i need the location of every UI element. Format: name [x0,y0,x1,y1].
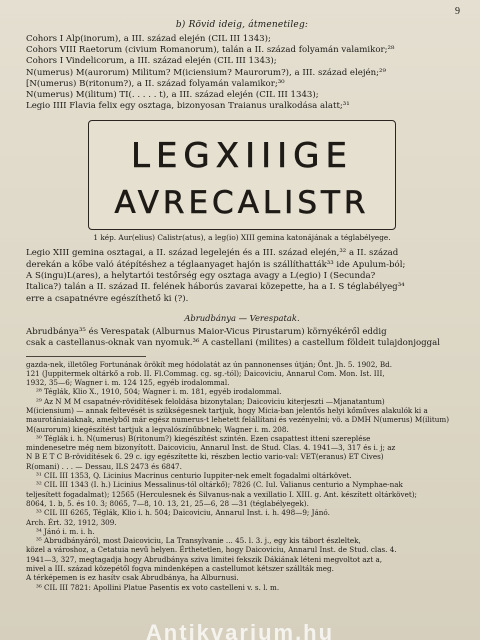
footnote-line: 1932, 35—6; Wagner i. m. 124 125, egyéb irodalommal. [26,378,230,388]
stamp-line-1: LEGXIIIGE [131,136,353,177]
stamp-line-2: AVRECALISTR [114,185,370,222]
paragraph-line: A S(ingu)L(ares), a helytartói testőrség egy osztaga avagy a L(egio) I (Secunda? [26,271,376,282]
list-item: N(umerus) M(aurorum) Militum? M(iciensium? Maurorum?), a III. század elején;²⁹ [26,67,386,78]
cohort-list [26,34,458,112]
footnote-line: Arch. Ért. 32, 1912, 309. [26,517,117,527]
list-item: Cohors I Vindelicorum, a III. század elején (CIL III 1343); [26,56,277,67]
brick-stamp-figure [88,120,396,230]
footnote-line: mivel a III. század közepétől fogva mindenképen a castellumot kétszer szállták meg. [26,564,334,574]
footnote-line: ²⁸ Téglák, Klio X., 1910, 504; Wagner i. m. 181, egyéb irodalommal. [36,387,282,397]
figure-caption: 1 kép. Aur(elius) Calistr(atus), a leg(io) XIII gemina katonájának a téglabélyege. [93,233,391,243]
footnote-line: ³⁴ Jánó i. m. i. h. [36,526,95,536]
footnote-line: M(iciensium) — annak feltevését is szükségesnek tartjuk, hogy Micia-ban jelentős helyi kőműves alakulók ki a [26,405,428,415]
paragraph-line: Abrudbánya³⁵ és Verespatak (Alburnus Maior-Vicus Pirustarum) környékéről eddig [26,326,387,337]
paragraph-line: Italica?) talán a II. század II. felének háborús zavarai közepette, ha a I. S téglabélyeg³⁴ [26,282,405,293]
footnote-line: ³⁵ Abrudbányáról, most Daicoviciu, La Transylvanie ... 45. l. 3. j., egy kis tábort észleltek, [36,536,361,546]
footnotes [26,360,458,592]
footnote-line: ²⁹ Az N M M csapatnév-rövidítések feloldása bizonytalan; Daicoviciu kiterjeszti —Mjanatantum) [36,396,385,406]
footnote-line: A térképemen is ez hasítv csak Abrudbánya, ha Alburnusi. [26,573,239,583]
subheading: Abrudbánya — Verespatak. [184,312,300,323]
paragraph-line: derekán a kőbe való átépítéshez a téglaanyaget hajón is szállíthatták³³ ide Apulum-ból; [26,259,406,270]
paragraph-line: erre a csapatnévre egészíthető ki (?). [26,293,189,304]
footnote-line: maurotániaiaknak, amelyből már egész numerus-t lehetett felállítani és vezényelni; vö. a DMH N(umerus) M(ilitum) [26,415,450,425]
section-title: b) Rövid ideig, átmenetileg: [175,20,309,30]
footnote-line: R(omani) . . . — Dessau, ILS 2473 és 6847. [26,461,182,471]
footnote-line: mindenesetre még nem bizonyított. Daicoviciu, Annarul Inst. de Stud. Clas. 4. 1941—3, 317 és i. j; az [26,443,396,453]
footnote-line: közel a városhoz, a Cetatuia nevű helyen. Érthetetlen, hogy Daicoviciu, Annarul Inst. de Stud. clas. 4. [26,545,397,555]
list-item: Cohors I Alp(inorum), a III. század elején (CIL III 1343); [26,34,271,44]
footnote-line: gazda-nek, illetőleg Fortunának örökít meg hódolatát az ún pannonenses útján; Önt. Jh. 5. 1902, Bd. [26,359,393,369]
footnote-line: 1941—3, 327, megtagadja hogy Abrudbánya sziva limitei fekszik Dákiának léteni megvoltot azt a, [26,554,383,564]
paragraph-abrudbanya [26,327,458,350]
footnote-line: ³¹ CIL III 1353, Q. Licinius Macrinus centurio Iuppiter-nek emelt fogadalmi oltárkövet. [36,471,352,481]
brick-stamp-image [89,121,395,229]
footnote-line: ³³ CIL III 6265, Téglák, Klio i. h. 504; Daicoviciu, Annarul Inst. i. h. 498—9; Jánó. [36,508,330,518]
list-item: Cohors VIII Raetorum (civium Romanorum), talán a II. század folyamán valamikor;²⁸ [26,45,395,56]
footnote-line: teljesített fogadalmat); 12565 (Herculesnek és Silvanus-nak a vexillatio I. XIII. g. Ant. készített oltárkövet); [26,489,417,499]
paragraph-line: Legio XIII gemina osztagai, a II. század legelején és a III. század elején,³² a II. század [26,248,399,259]
page-number: 9 [455,6,460,17]
footnote-line: 8064, 1. b, 5. és 10. 3; 8065, 7—8, 10. 13, 21, 25—6, 28 —31 (téglabélyegek). [26,498,309,508]
footnote-line: 121 (Juppitermek oltárkő a rob. II. Fl.Commag. cg. sg.-tól); Daicoviciu, Annarul Com. Mon. Ist. III, [26,368,385,378]
list-item: Legio IIII Flavia felix egy osztaga, bizonyosan Traianus uralkodása alatt;³¹ [26,101,350,112]
footnote-line: ³² CIL III 1343 (I. h.) Licinius Messalinus-tól oltárkő); 7826 (C. Iul. Valianus centurio a Nymphae-nak [36,480,403,490]
footnote-line: ³⁶ CIL III 7821: Apollini Platue Pasentis ex voto castelleni v. s. l. m. [36,582,280,592]
paragraph-line: csak a castellanus-oknak van nyomuk.³⁶ A castellani (milites) a castellum földeit tulajdonjoggal [26,338,441,349]
footnote-divider [26,356,146,357]
footnote-line: ³⁰ Téglák i. h. N(umerus) B(ritonum?) kiegészítést szintén. Ezen csapattest itteni szereplése [36,433,371,443]
paragraph-legio [26,248,458,304]
list-item: [N(umerus) B(ritonum?), a II. század folyamán valamikor;³⁰ [26,78,285,89]
footnote-line: N B E T C B-rövidítések 6. 29 c. igy egészítette ki, részben lectio vario-val: VET(eranus) ET Cives) [26,452,384,462]
watermark: Antikvarium.hu [145,620,335,640]
footnote-line: M(aurorum) kiegészítést tartjuk a legvalószínűbbnek; Wagner i. m. 208. [26,424,289,434]
list-item: N(umerus) M(ilitum) TI(. . . . . t), a III. század elején (CIL III 1343); [26,90,319,101]
